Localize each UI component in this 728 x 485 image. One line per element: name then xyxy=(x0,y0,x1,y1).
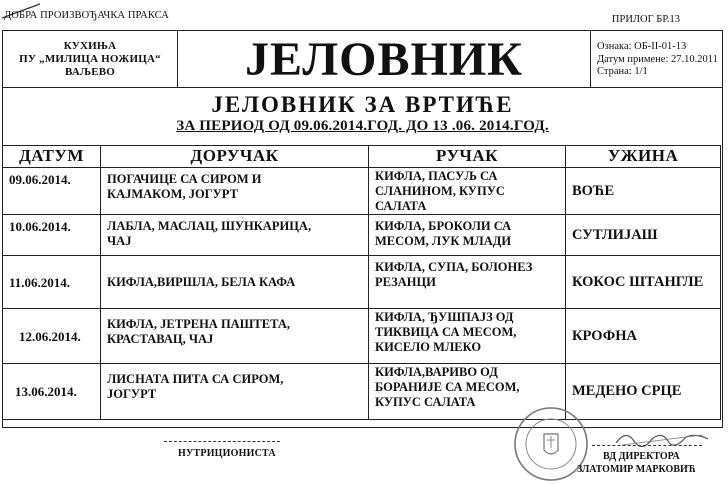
director-signature xyxy=(612,425,712,451)
row-snack: СУТЛИЈАШ xyxy=(566,215,721,256)
document-meta xyxy=(590,31,722,87)
lunch-line: КИФЛА,ВАРИВО ОД xyxy=(375,365,498,379)
lunch-line: КИСЕЛО МЛЕКО xyxy=(375,340,482,354)
meta-page: Страна: 1/1 xyxy=(597,66,648,77)
row-lunch xyxy=(369,215,566,256)
table-row xyxy=(3,256,721,309)
lunch-line: СЛАНИНОМ, КУПУС xyxy=(375,184,505,198)
row-date: 13.06.2014. xyxy=(3,364,101,420)
lunch-line: РЕЗАНЦИ xyxy=(375,275,436,289)
col-lunch: РУЧАК xyxy=(369,146,566,168)
menu-subtitle: ЈЕЛОВНИК ЗА ВРТИЋЕ xyxy=(211,92,514,117)
org-city: ВАЉЕВО xyxy=(64,65,116,78)
lunch-line: КИФЛА, ЂУШПАЈЗ ОД xyxy=(375,310,514,324)
row-date: 12.06.2014. xyxy=(3,309,101,364)
table-row xyxy=(3,215,721,256)
lunch-line: БОРАНИЈЕ СА МЕСОМ, xyxy=(375,380,520,394)
row-breakfast xyxy=(101,309,369,364)
lunch-line: КИФЛА, БРОКОЛИ СА xyxy=(375,219,512,233)
meta-code: Ознака: ОБ-II-01-13 xyxy=(597,41,687,52)
table-row xyxy=(3,168,721,215)
col-breakfast: ДОРУЧАК xyxy=(101,146,369,168)
organization-block xyxy=(3,31,178,87)
lunch-line: МЕСОМ, ЛУК МЛАДИ xyxy=(375,234,512,248)
lunch-line: КУПУС САЛАТА xyxy=(375,395,476,409)
row-snack: ВОЋЕ xyxy=(566,168,721,215)
org-name: ПУ „МИЛИЦА НОЖИЦА“ xyxy=(19,52,161,65)
lunch-line: КИФЛА, СУПА, БОЛОНЕЗ xyxy=(375,260,533,274)
breakfast-line: КИФЛА, ЈЕТРЕНА ПАШТЕТА, xyxy=(107,317,290,331)
director-title: ВД ДИРЕКТОРА xyxy=(603,451,680,462)
director-name: ЗЛАТОМИР МАРКОВИЋ xyxy=(577,464,696,475)
row-date: 10.06.2014. xyxy=(3,215,101,256)
breakfast-line: КРАСТАВАЦ, ЧАЈ xyxy=(107,332,214,346)
row-breakfast xyxy=(101,168,369,215)
row-snack: МЕДЕНО СРЦЕ xyxy=(566,364,721,420)
breakfast-line: ЛАБЛА, МАСЛАЦ, ШУНКАРИЦА, xyxy=(107,219,312,233)
breakfast-line: ЧАЈ xyxy=(107,234,132,248)
director-signature-line xyxy=(592,445,702,446)
lunch-line: САЛАТА xyxy=(375,199,427,213)
attachment-number: ПРИЛОГ БР.13 xyxy=(611,14,680,25)
row-breakfast xyxy=(101,215,369,256)
meta-date: Датум примене: 27.10.2011 xyxy=(597,53,718,65)
row-date: 11.06.2014. xyxy=(3,256,101,309)
table-row xyxy=(3,309,721,364)
lunch-line: ТИКВИЦА СА МЕСОМ, xyxy=(375,325,517,339)
document-header xyxy=(2,30,723,88)
row-lunch xyxy=(369,309,566,364)
row-breakfast xyxy=(101,256,369,309)
menu-period: ЗА ПЕРИОД ОД 09.06.2014.ГОД. ДО 13 .06. 2014.ГОД. xyxy=(176,118,549,134)
table-header-row xyxy=(3,146,721,168)
row-snack: КРОФНА xyxy=(566,309,721,364)
breakfast-line: ЈОГУРТ xyxy=(107,387,157,401)
row-snack: КОКОС ШТАНГЛЕ xyxy=(566,256,721,309)
row-lunch xyxy=(369,168,566,215)
breakfast-line: КАЈМАКОМ, ЈОГУРТ xyxy=(107,187,238,201)
menu-table xyxy=(2,145,721,420)
breakfast-line: ПОГАЧИЦЕ СА СИРОМ И xyxy=(107,172,262,186)
gmp-label: ДОБРА ПРОИЗВОЂАЧКА ПРАКСА xyxy=(4,10,169,21)
col-snack: УЖИНА xyxy=(566,146,721,168)
breakfast-line: ЛИСНАТА ПИТА СА СИРОМ, xyxy=(107,372,284,386)
table-row xyxy=(3,364,721,420)
breakfast-line: КИФЛА,ВИРШЛА, БЕЛА КАФА xyxy=(107,274,296,289)
document-title: ЈЕЛОВНИК xyxy=(245,32,523,86)
row-lunch xyxy=(369,256,566,309)
nutritionist-label: НУТРИЦИОНИСТА xyxy=(178,448,276,459)
org-kitchen: КУХИЊА xyxy=(63,39,117,52)
nutritionist-signature-line xyxy=(164,441,280,442)
col-date: ДАТУМ xyxy=(3,146,101,168)
row-breakfast xyxy=(101,364,369,420)
row-date: 09.06.2014. xyxy=(3,168,101,215)
lunch-line: КИФЛА, ПАСУЉ СА xyxy=(375,169,498,183)
